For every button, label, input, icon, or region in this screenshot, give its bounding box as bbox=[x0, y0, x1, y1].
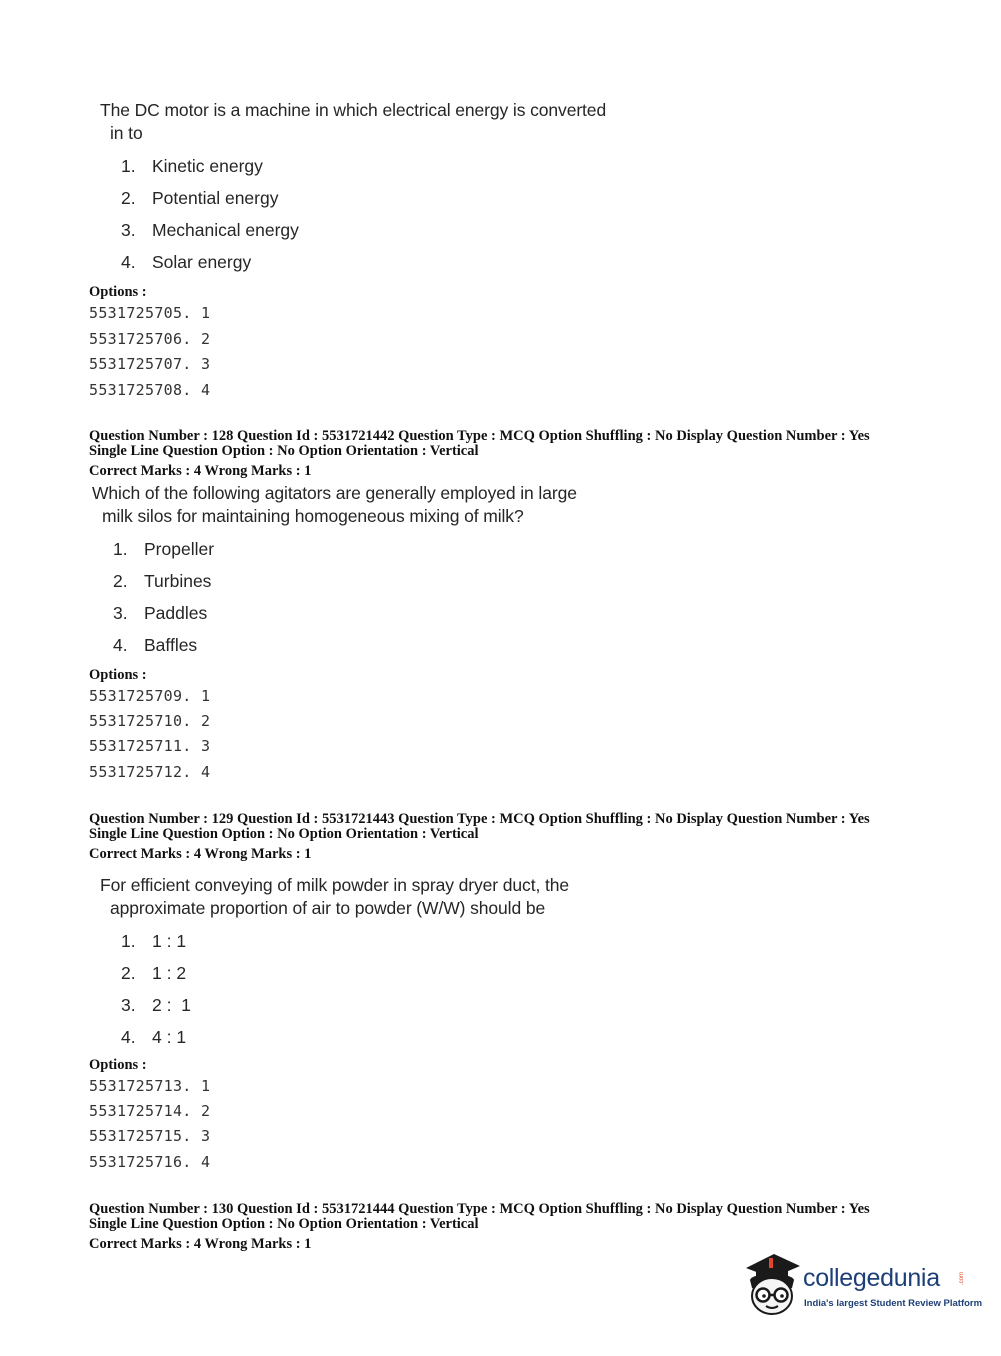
q130-meta-line2: Single Line Question Option : No Option Orientation : Vertical bbox=[89, 1216, 479, 1232]
q127-text-line2: in to bbox=[110, 123, 143, 143]
choice-label: Baffles bbox=[144, 635, 198, 655]
q129-option-id-2: 5531725714. 2 bbox=[89, 1102, 211, 1120]
q129-choice-2 bbox=[121, 963, 186, 984]
choice-label: 1 : 2 bbox=[152, 963, 187, 983]
choice-number: 2. bbox=[121, 188, 136, 208]
choice-number: 1. bbox=[113, 539, 128, 559]
q129-option-id-3: 5531725715. 3 bbox=[89, 1127, 211, 1145]
q128-text-line2: milk silos for maintaining homogeneous mixing of milk? bbox=[102, 506, 524, 526]
q128-choice-1 bbox=[113, 539, 214, 560]
choice-number: 2. bbox=[113, 571, 128, 591]
choice-label: 2 : 1 bbox=[152, 995, 191, 1015]
q127-option-id-2: 5531725706. 2 bbox=[89, 330, 211, 348]
q128-choice-4 bbox=[113, 635, 197, 656]
logo-tagline: India's largest Student Review Platform bbox=[804, 1298, 983, 1309]
q128-meta-line2: Single Line Question Option : No Option Orientation : Vertical bbox=[89, 443, 479, 459]
q129-choice-3 bbox=[121, 995, 191, 1016]
q128-option-id-2: 5531725710. 2 bbox=[89, 712, 211, 730]
choice-number: 1. bbox=[121, 156, 136, 176]
q127-text-line1: The DC motor is a machine in which electrical energy is converted bbox=[100, 100, 607, 120]
q128-marks: Correct Marks : 4 Wrong Marks : 1 bbox=[89, 463, 312, 479]
q128-text bbox=[92, 482, 652, 528]
choice-label: Solar energy bbox=[152, 252, 252, 272]
choice-number: 1. bbox=[121, 931, 136, 951]
q127-choice-3 bbox=[121, 220, 299, 241]
q128-option-id-3: 5531725711. 3 bbox=[89, 737, 211, 755]
mascot-icon bbox=[742, 1250, 802, 1318]
choice-number: 4. bbox=[121, 252, 136, 272]
choice-label: Paddles bbox=[144, 603, 208, 623]
choice-label: 1 : 1 bbox=[152, 931, 187, 951]
q129-meta-line2: Single Line Question Option : No Option Orientation : Vertical bbox=[89, 826, 479, 842]
choice-label: Kinetic energy bbox=[152, 156, 263, 176]
choice-label: Turbines bbox=[144, 571, 212, 591]
q128-meta-line1: Question Number : 128 Question Id : 5531721442 Question Type : MCQ Option Shuffling : No Display Question Number : Yes bbox=[89, 428, 870, 444]
q129-meta-line1: Question Number : 129 Question Id : 5531721443 Question Type : MCQ Option Shuffling : No Display Question Number : Yes bbox=[89, 811, 870, 827]
q128-choice-3 bbox=[113, 603, 207, 624]
q127-option-id-4: 5531725708. 4 bbox=[89, 381, 211, 399]
choice-number: 3. bbox=[113, 603, 128, 623]
q128-text-line1: Which of the following agitators are generally employed in large bbox=[92, 483, 577, 503]
q129-choice-4 bbox=[121, 1027, 186, 1048]
collegedunia-logo bbox=[742, 1250, 983, 1322]
q130-meta-line1: Question Number : 130 Question Id : 5531721444 Question Type : MCQ Option Shuffling : No Display Question Number : Yes bbox=[89, 1201, 870, 1217]
q129-choice-1 bbox=[121, 931, 186, 952]
q129-option-id-1: 5531725713. 1 bbox=[89, 1077, 211, 1095]
choice-number: 4. bbox=[113, 635, 128, 655]
q129-text-line2: approximate proportion of air to powder (W/W) should be bbox=[110, 898, 546, 918]
q127-option-id-3: 5531725707. 3 bbox=[89, 355, 211, 373]
q127-choice-4 bbox=[121, 252, 251, 273]
q129-options-label: Options : bbox=[89, 1057, 147, 1073]
q127-choice-1 bbox=[121, 156, 263, 177]
logo-com: .com bbox=[959, 1272, 965, 1286]
choice-number: 2. bbox=[121, 963, 136, 983]
logo-name: collegedunia bbox=[803, 1264, 940, 1292]
q128-choice-2 bbox=[113, 571, 211, 592]
q128-options-label: Options : bbox=[89, 667, 147, 683]
choice-label: 4 : 1 bbox=[152, 1027, 187, 1047]
q129-text-line1: For efficient conveying of milk powder in spray dryer duct, the bbox=[100, 875, 570, 895]
q128-option-id-4: 5531725712. 4 bbox=[89, 763, 211, 781]
choice-label: Potential energy bbox=[152, 188, 279, 208]
q127-options-label: Options : bbox=[89, 284, 147, 300]
q130-marks: Correct Marks : 4 Wrong Marks : 1 bbox=[89, 1236, 312, 1252]
choice-label: Propeller bbox=[144, 539, 215, 559]
q127-option-id-1: 5531725705. 1 bbox=[89, 304, 211, 322]
choice-number: 3. bbox=[121, 995, 136, 1015]
q129-marks: Correct Marks : 4 Wrong Marks : 1 bbox=[89, 846, 312, 862]
choice-label: Mechanical energy bbox=[152, 220, 299, 240]
q129-option-id-4: 5531725716. 4 bbox=[89, 1153, 211, 1171]
q128-option-id-1: 5531725709. 1 bbox=[89, 687, 211, 705]
choice-number: 3. bbox=[121, 220, 136, 240]
q127-text bbox=[100, 99, 660, 145]
choice-number: 4. bbox=[121, 1027, 136, 1047]
q129-text bbox=[100, 874, 660, 920]
q127-choice-2 bbox=[121, 188, 278, 209]
